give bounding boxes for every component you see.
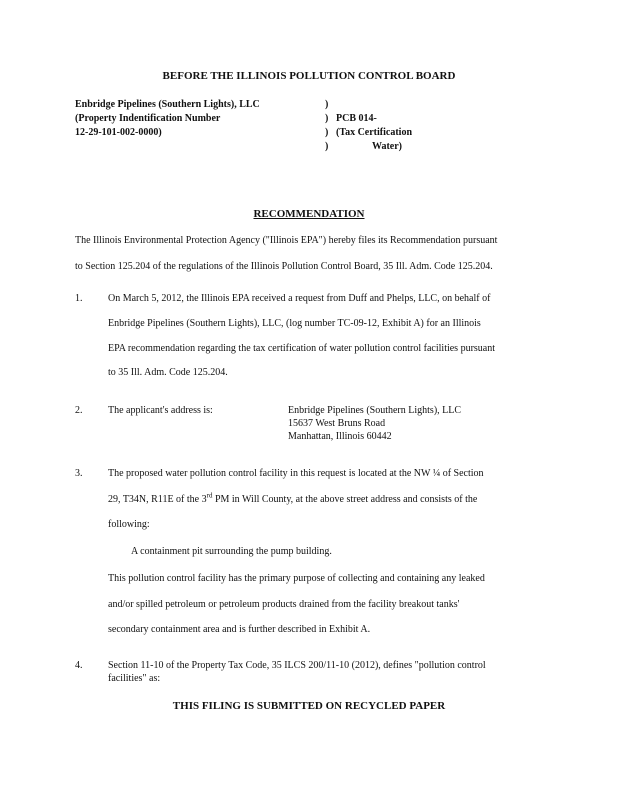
caption-paren: ) bbox=[325, 127, 329, 138]
paragraph-line: This pollution control facility has the primary purpose of collecting and containing any leaked bbox=[108, 573, 485, 584]
address-label: The applicant's address is: bbox=[108, 405, 213, 416]
caption-party-line: 12-29-101-002-0000) bbox=[75, 127, 162, 138]
paragraph-number: 4. bbox=[75, 660, 83, 671]
caption-paren: ) bbox=[325, 141, 329, 152]
address-line: Enbridge Pipelines (Southern Lights), LLC bbox=[288, 405, 462, 416]
intro-line: The Illinois Environmental Protection Agency ("Illinois EPA") hereby files its Recommendation pursuant bbox=[75, 235, 498, 246]
paragraph-line: Enbridge Pipelines (Southern Lights), LLC, (log number TC-09-12, Exhibit A) for an Illinois bbox=[108, 318, 481, 329]
recycled-paper-footer: THIS FILING IS SUBMITTED ON RECYCLED PAPER bbox=[172, 700, 446, 712]
paragraph-number: 2. bbox=[75, 405, 83, 416]
paragraph-line: On March 5, 2012, the Illinois EPA received a request from Duff and Phelps, LLC, on behalf of bbox=[108, 293, 491, 304]
paragraph-line: EPA recommendation regarding the tax certification of water pollution control facilities pursuant bbox=[108, 343, 496, 354]
paragraph-number: 3. bbox=[75, 468, 83, 479]
case-type: Water) bbox=[372, 141, 402, 152]
paragraph-number: 1. bbox=[75, 293, 83, 304]
case-type: (Tax Certification bbox=[336, 127, 413, 138]
intro-line: to Section 125.204 of the regulations of the Illinois Pollution Control Board, 35 Ill. Adm. Code 125.204. bbox=[75, 261, 493, 272]
case-number: PCB 014- bbox=[336, 113, 377, 124]
paragraph-line bbox=[108, 491, 478, 505]
caption-party-line: Enbridge Pipelines (Southern Lights), LLC bbox=[75, 99, 260, 110]
address-line: Manhattan, Illinois 60442 bbox=[288, 431, 392, 442]
paragraph-line-part: 29, T34N, R11E of the 3 bbox=[108, 494, 207, 505]
ordinal-suffix: rd bbox=[206, 491, 213, 500]
caption-party-line: (Property Indentification Number bbox=[75, 113, 221, 124]
paragraph-line-part: PM in Will County, at the above street address and consists of the bbox=[212, 494, 478, 505]
address-line: 15637 West Bruns Road bbox=[288, 418, 386, 429]
facility-description: A containment pit surrounding the pump building. bbox=[131, 546, 332, 557]
paragraph-line: Section 11-10 of the Property Tax Code, 35 ILCS 200/11-10 (2012), defines "pollution control bbox=[108, 660, 486, 671]
paragraph-line: and/or spilled petroleum or petroleum products drained from the facility breakout tanks' bbox=[108, 599, 460, 610]
paragraph-line: to 35 Ill. Adm. Code 125.204. bbox=[108, 367, 228, 378]
section-heading: RECOMMENDATION bbox=[253, 208, 365, 220]
paragraph-line: following: bbox=[108, 519, 150, 530]
caption-paren: ) bbox=[325, 113, 329, 124]
board-title: BEFORE THE ILLINOIS POLLUTION CONTROL BOARD bbox=[162, 70, 456, 82]
paragraph-line: secondary containment area and is further described in Exhibit A. bbox=[108, 624, 371, 635]
caption-paren: ) bbox=[325, 99, 329, 110]
paragraph-line: facilities" as: bbox=[108, 673, 161, 684]
paragraph-line: The proposed water pollution control facility in this request is located at the NW ¼ of Section bbox=[108, 468, 484, 479]
